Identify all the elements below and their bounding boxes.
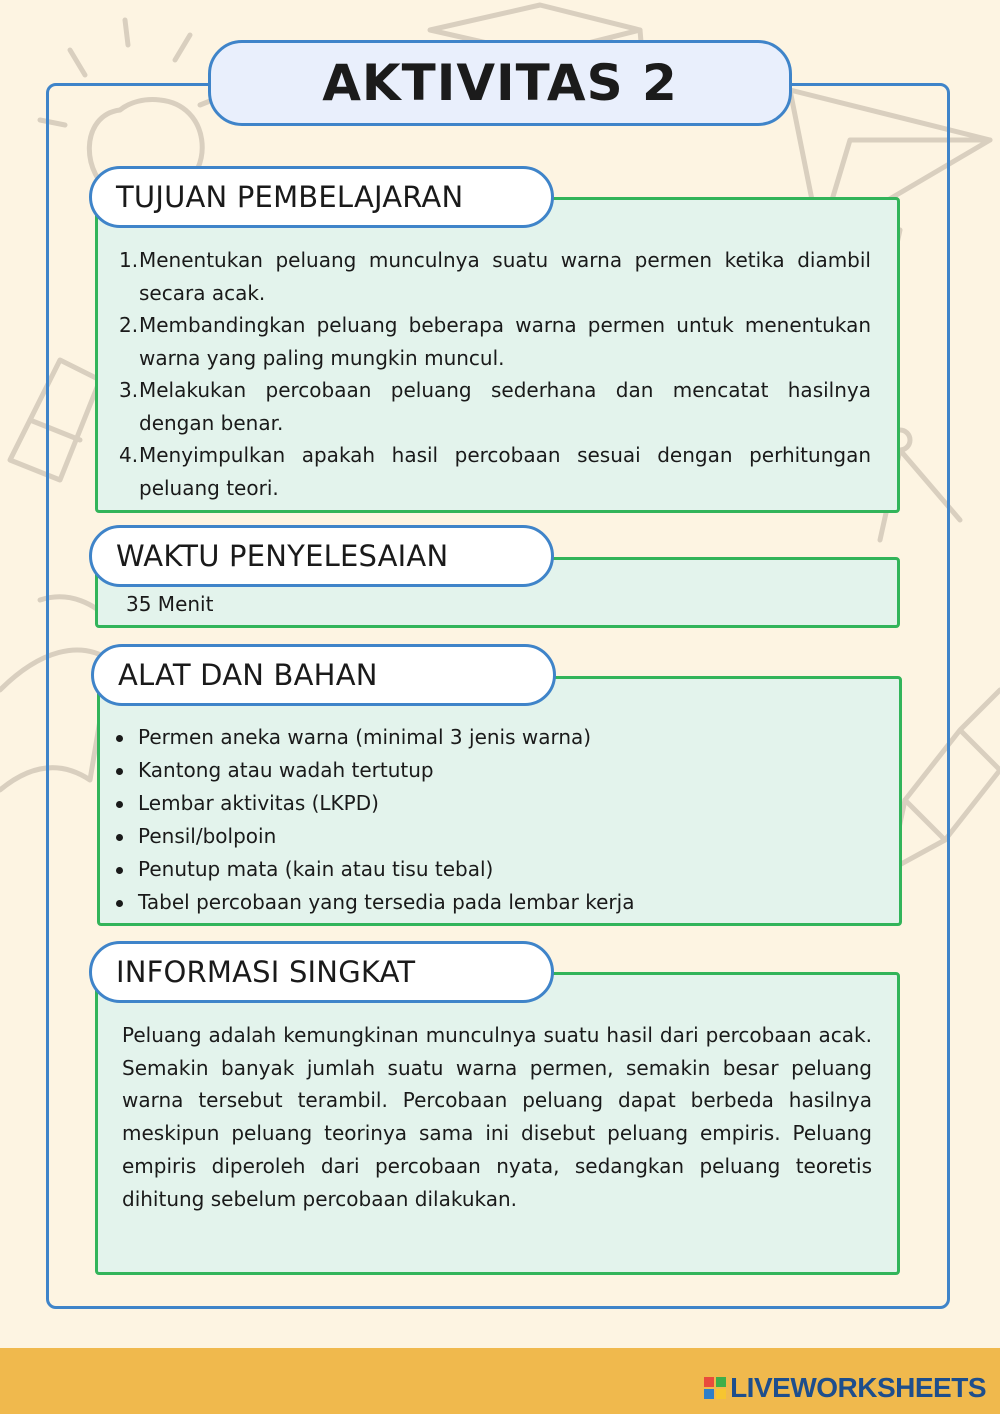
materials-list <box>112 721 882 919</box>
materials-heading: ALAT DAN BAHAN <box>118 658 378 692</box>
duration-value: 35 Menit <box>126 592 214 616</box>
list-item: Penutup mata (kain atau tisu tebal) <box>112 853 882 886</box>
info-heading-tab <box>89 941 554 1003</box>
duration-heading: WAKTU PENYELESAIAN <box>116 539 449 573</box>
info-heading: INFORMASI SINGKAT <box>116 955 416 989</box>
objectives-panel <box>95 197 900 513</box>
list-item: Permen aneka warna (minimal 3 jenis warna) <box>112 721 882 754</box>
info-paragraph: Peluang adalah kemungkinan munculnya suatu hasil dari percobaan acak. Semakin banyak jumlah suatu warna permen, semakin besar peluang warna tersebut terambil. Percobaan peluang dapat berbeda hasilnya meskipun peluang teorinya sama ini disebut peluang empiris. Peluang empiris diperoleh dari percobaan nyata, sedangkan peluang teoretis dihitung sebelum percobaan dilakukan. <box>122 1023 872 1211</box>
page-title: AKTIVITAS 2 <box>322 54 678 112</box>
brand-logo-link[interactable] <box>704 1372 986 1404</box>
list-item: Tabel percobaan yang tersedia pada lembar kerja <box>112 886 882 919</box>
duration-heading-tab <box>89 525 554 587</box>
list-item: Kantong atau wadah tertutup <box>112 754 882 787</box>
list-item: 1. Menentukan peluang munculnya suatu warna permen ketika diambil secara acak. <box>119 248 871 305</box>
materials-heading-tab <box>91 644 556 706</box>
objectives-list <box>119 244 871 504</box>
list-item: 2. Membandingkan peluang beberapa warna permen untuk menentukan warna yang paling mungkin muncul. <box>119 313 871 370</box>
objective-text: Menyimpulkan apakah hasil percobaan sesuai dengan perhitungan peluang teori. <box>139 443 871 500</box>
objectives-heading: TUJUAN PEMBELAJARAN <box>116 180 464 214</box>
info-panel <box>95 972 900 1275</box>
brand-name: LIVEWORKSHEETS <box>730 1372 986 1403</box>
objective-text: Melakukan percobaan peluang sederhana dan mencatat hasilnya dengan benar. <box>139 378 871 435</box>
objective-text: Membandingkan peluang beberapa warna permen untuk menentukan warna yang paling mungkin muncul. <box>139 313 871 370</box>
materials-panel <box>97 676 902 926</box>
list-item: 4. Menyimpulkan apakah hasil percobaan sesuai dengan perhitungan peluang teori. <box>119 443 871 500</box>
objective-text: Menentukan peluang munculnya suatu warna permen ketika diambil secara acak. <box>139 248 871 305</box>
page-title-box <box>208 40 792 126</box>
objectives-heading-tab <box>89 166 554 228</box>
list-item: Pensil/bolpoin <box>112 820 882 853</box>
list-item: 3. Melakukan percobaan peluang sederhana dan mencatat hasilnya dengan benar. <box>119 378 871 435</box>
liveworksheets-logo-icon <box>704 1377 726 1399</box>
list-item: Lembar aktivitas (LKPD) <box>112 787 882 820</box>
